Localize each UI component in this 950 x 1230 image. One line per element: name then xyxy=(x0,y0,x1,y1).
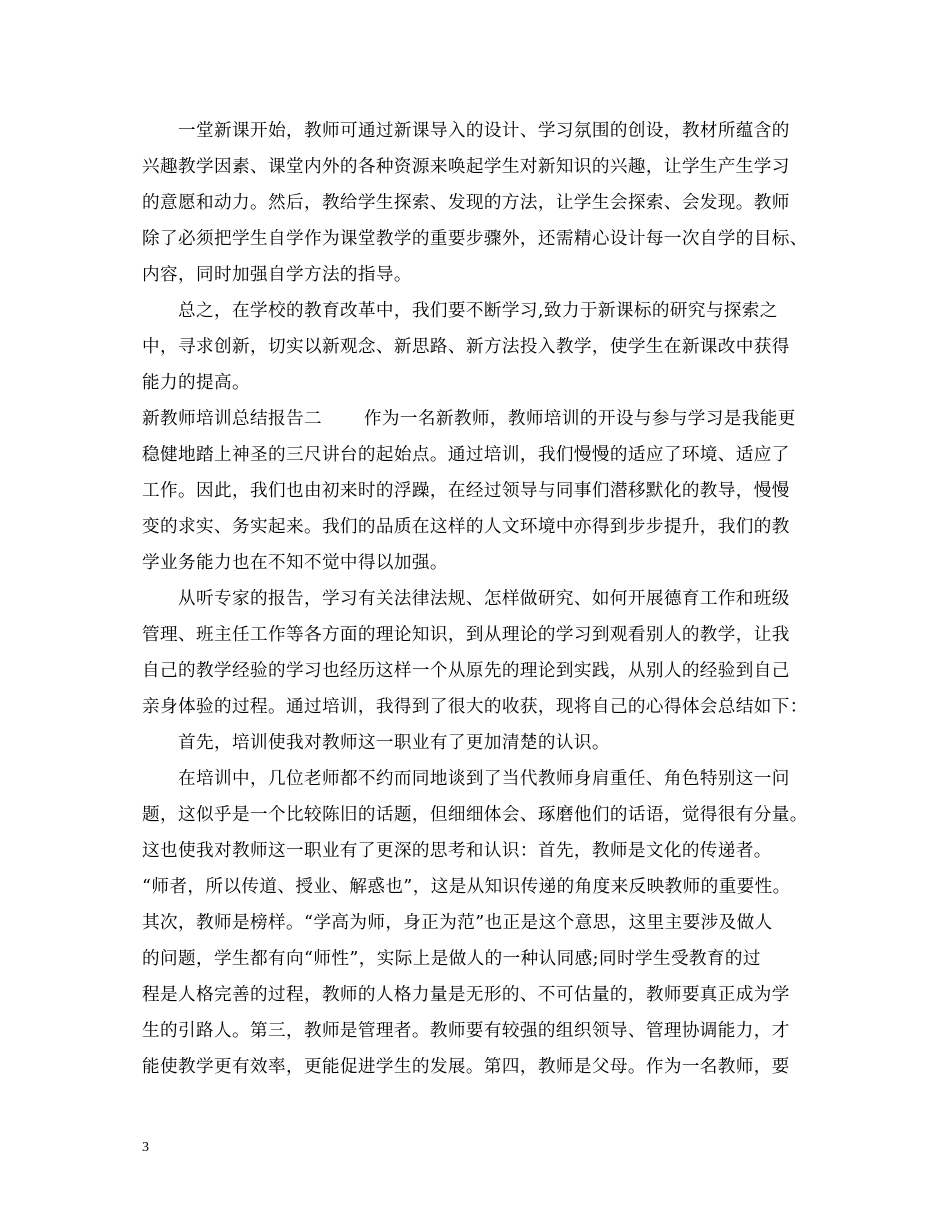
text-line: 总之，在学校的教育改革中，我们要不断学习,致力于新课标的研究与探索之 xyxy=(178,301,778,321)
text-line: 能力的提高。 xyxy=(142,373,250,393)
text-line: 兴趣教学因素、课堂内外的各种资源来唤起学生对新知识的兴趣，让学生产生学习 xyxy=(142,157,790,177)
text-line: 其次，教师是榜样。“学高为师，身正为范”也正是这个意思，这里主要涉及做人 xyxy=(142,913,773,933)
text-line: 新教师培训总结报告二 作为一名新教师，教师培训的开设与参与学习是我能更 xyxy=(142,409,796,429)
text-line: “师者，所以传道、授业、解惑也”，这是从知识传递的角度来反映教师的重要性。 xyxy=(142,877,791,897)
text-line: 这也使我对教师这一职业有了更深的思考和认识：首先，教师是文化的传递者。 xyxy=(142,841,772,861)
text-line: 中，寻求创新，切实以新观念、新思路、新方法投入教学，使学生在新课改中获得 xyxy=(142,337,790,357)
text-line: 除了必须把学生自学作为课堂教学的重要步骤外，还需精心设计每一次自学的目标、 xyxy=(142,229,808,249)
text-line: 的问题，学生都有向“师性”，实际上是做人的一种认同感;同时学生受教育的过 xyxy=(142,949,761,969)
text-line: 一堂新课开始，教师可通过新课导入的设计、学习氛围的创设，教材所蕴含的 xyxy=(178,121,790,141)
text-line: 题，这似乎是一个比较陈旧的话题，但细细体会、琢磨他们的话语，觉得很有分量。 xyxy=(142,805,808,825)
text-line: 生的引路人。第三，教师是管理者。教师要有较强的组织领导、管理协调能力，才 xyxy=(142,1021,790,1041)
text-line: 学业务能力也在不知不觉中得以加强。 xyxy=(142,553,448,573)
text-line: 内容，同时加强自学方法的指导。 xyxy=(142,265,412,285)
text-line: 从听专家的报告，学习有关法律法规、怎样做研究、如何开展德育工作和班级 xyxy=(178,589,790,609)
text-line: 稳健地踏上神圣的三尺讲台的起始点。通过培训，我们慢慢的适应了环境、适应了 xyxy=(142,445,790,465)
text-line: 管理、班主任工作等各方面的理论知识，到从理论的学习到观看别人的教学，让我 xyxy=(142,625,790,645)
text-line: 工作。因此，我们也由初来时的浮躁，在经过领导与同事们潜移默化的教导，慢慢 xyxy=(142,481,790,501)
text-line: 的意愿和动力。然后，教给学生探索、发现的方法，让学生会探索、会发现。教师 xyxy=(142,193,790,213)
text-line: 首先，培训使我对教师这一职业有了更加清楚的认识。 xyxy=(178,733,610,753)
text-line: 程是人格完善的过程，教师的人格力量是无形的、不可估量的，教师要真正成为学 xyxy=(142,985,790,1005)
text-line: 自己的教学经验的学习也经历这样一个从原先的理论到实践，从别人的经验到自己 xyxy=(142,661,790,681)
text-line: 亲身体验的过程。通过培训，我得到了很大的收获，现将自己的心得体会总结如下： xyxy=(142,697,808,717)
page-number: 3 xyxy=(142,1140,149,1155)
text-line: 能使教学更有效率，更能促进学生的发展。第四，教师是父母。作为一名教师，要 xyxy=(142,1057,790,1077)
text-line: 变的求实、务实起来。我们的品质在这样的人文环境中亦得到步步提升，我们的教 xyxy=(142,517,790,537)
text-line: 在培训中，几位老师都不约而同地谈到了当代教师身肩重任、角色特别这一问 xyxy=(178,769,790,789)
